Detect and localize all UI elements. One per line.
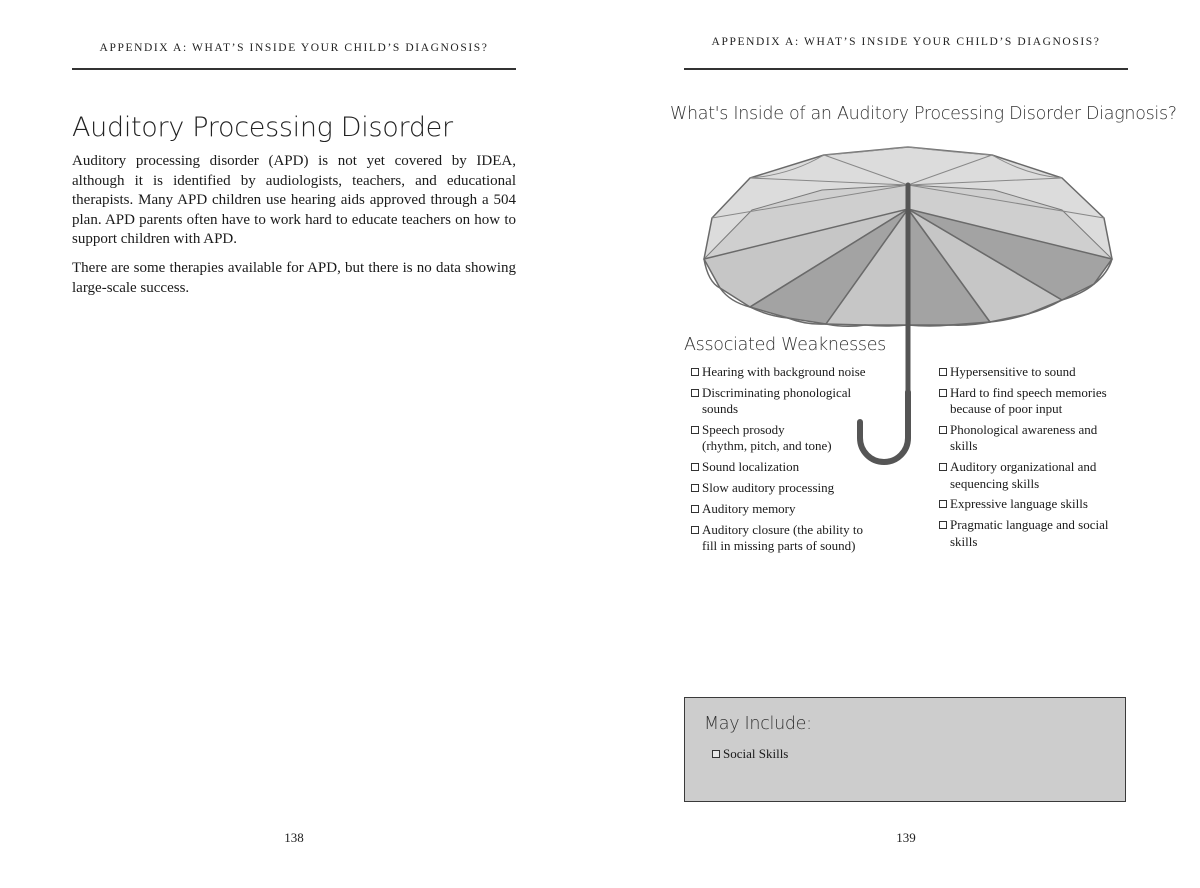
- may-include-heading: May Include:: [704, 714, 812, 734]
- list-item-text: Sound localization: [702, 459, 800, 475]
- list-item-text: Auditory organizational and: [950, 459, 1097, 475]
- checkbox-icon: [691, 368, 699, 376]
- list-item-text: skills: [950, 438, 978, 454]
- checkbox-icon: [691, 389, 699, 397]
- list-item-text: Phonological awareness and: [950, 422, 1098, 437]
- list-item-text: Discriminating phonological: [702, 384, 852, 400]
- running-head: APPENDIX A: WHAT’S INSIDE YOUR CHILD’S DIAGNOSIS?: [99, 42, 489, 54]
- section-title: Auditory Processing Disorder: [72, 112, 453, 143]
- header-rule: [72, 68, 516, 70]
- checkbox-icon: [691, 526, 699, 534]
- checkbox-icon: [691, 484, 699, 492]
- body-paragraph: There are some therapies available for APD, but there is no data showing large-scale success.: [72, 260, 516, 296]
- checkbox-icon: [939, 521, 947, 529]
- list-item-text: Auditory memory: [702, 500, 796, 516]
- list-item-text: Social Skills: [723, 746, 789, 761]
- figure-title: What's Inside of an Auditory Processing Disorder Diagnosis?: [670, 104, 1177, 124]
- list-item-text: skills: [950, 533, 978, 549]
- weaknesses-heading: Associated Weaknesses: [684, 335, 886, 355]
- checkbox-icon: [691, 426, 699, 434]
- weaknesses-list-left: [690, 364, 886, 559]
- checkbox-icon: [939, 500, 947, 508]
- list-item: [690, 385, 886, 418]
- right-page: [600, 0, 1200, 888]
- list-item-text: (rhythm, pitch, and tone): [702, 438, 832, 454]
- list-item: [938, 459, 1124, 492]
- checkbox-icon: [691, 463, 699, 471]
- list-item-text: Expressive language skills: [950, 496, 1088, 512]
- list-item: [690, 364, 886, 380]
- checkbox-icon: [712, 750, 720, 758]
- checkbox-icon: [939, 426, 947, 434]
- list-item: [690, 422, 886, 455]
- list-item-text: Pragmatic language and social: [950, 517, 1109, 533]
- page-number: 138: [284, 830, 304, 845]
- list-item: [690, 501, 886, 517]
- checkbox-icon: [939, 463, 947, 471]
- list-item-text: Hypersensitive to sound: [950, 364, 1076, 379]
- list-item-text: fill in missing parts of sound): [702, 538, 856, 553]
- list-item-text: Speech prosody: [702, 422, 785, 437]
- page-number: 139: [896, 830, 916, 845]
- body-paragraph: Auditory processing disorder (APD) is not yet covered by IDEA, although it is identified by audiologists, teachers, and educational therapists. Many APD children use hearing aids approved through a 504 plan. APD parents often have to work hard to educate teachers on how to support children with APD.: [72, 153, 516, 247]
- list-item-text: Slow auditory processing: [702, 480, 835, 495]
- list-item: [690, 480, 886, 496]
- list-item-text: because of poor input: [950, 401, 1063, 417]
- checkbox-icon: [691, 505, 699, 513]
- list-item-text: Hard to find speech memories: [950, 384, 1107, 400]
- list-item-text: Hearing with background noise: [702, 364, 866, 379]
- list-item-text: sounds: [702, 401, 739, 417]
- list-item-text: sequencing skills: [950, 475, 1040, 491]
- checkbox-icon: [939, 389, 947, 397]
- list-item: [690, 522, 886, 555]
- list-item-text: Auditory closure (the ability to: [702, 521, 864, 537]
- list-item: [690, 459, 886, 475]
- list-item: [938, 496, 1124, 512]
- weaknesses-list-right: [938, 364, 1124, 554]
- running-head: APPENDIX A: WHAT’S INSIDE YOUR CHILD’S DIAGNOSIS?: [711, 36, 1101, 48]
- may-include-list: [711, 746, 1011, 762]
- list-item: [938, 422, 1124, 455]
- list-item: [711, 746, 1011, 762]
- list-item: [938, 364, 1124, 380]
- checkbox-icon: [939, 368, 947, 376]
- list-item: [938, 385, 1124, 418]
- list-item: [938, 517, 1124, 550]
- may-include-box: [684, 697, 1126, 802]
